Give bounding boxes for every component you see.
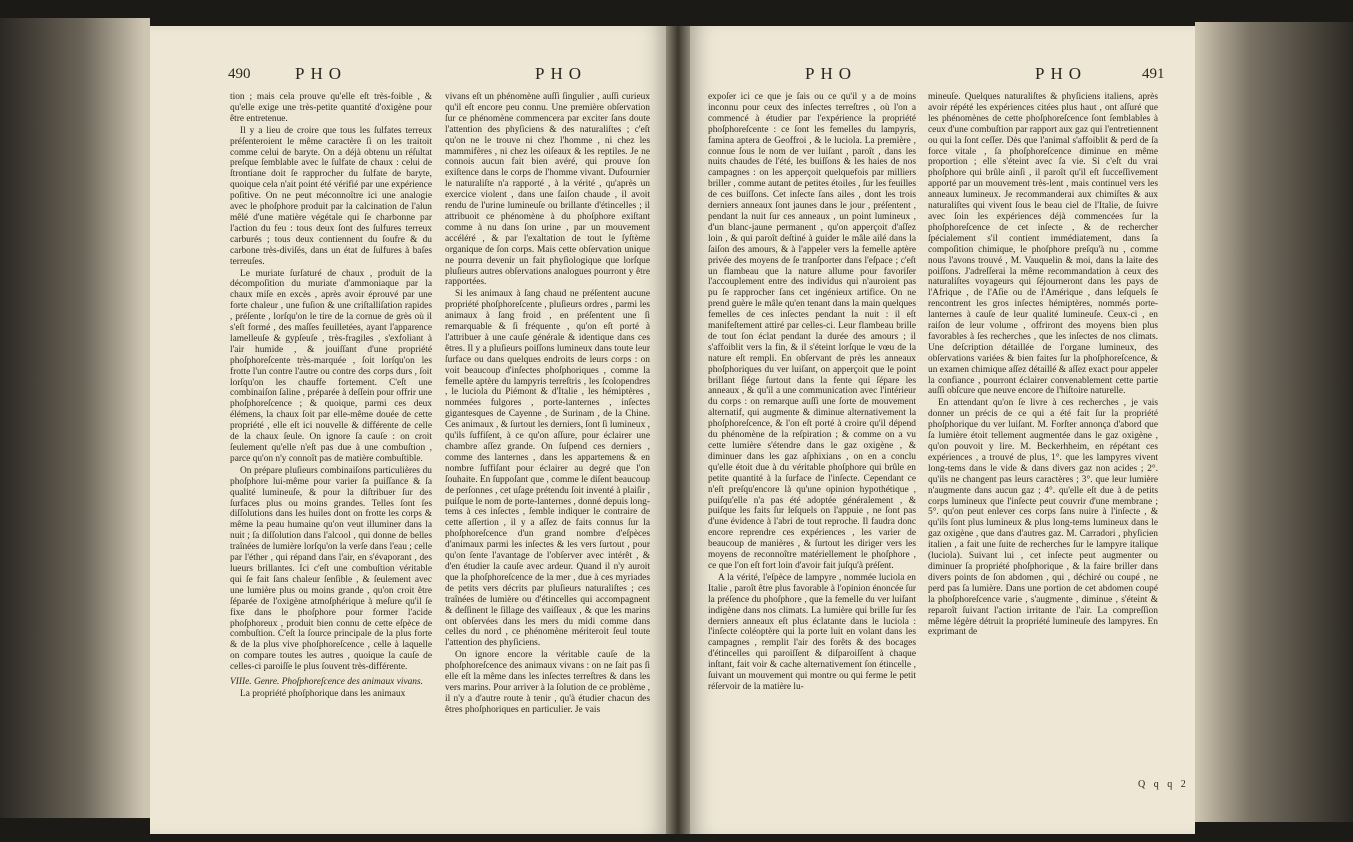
open-book bbox=[150, 26, 1195, 834]
right-page bbox=[690, 26, 1195, 834]
text-column-3 bbox=[708, 92, 916, 814]
paragraph: tion ; mais cela prouve qu'elle eſt très-foible , & qu'elle exige une très-petite quantité d'oxigène pour être entretenue. bbox=[230, 92, 432, 124]
book-left-edge bbox=[0, 18, 150, 818]
running-head-right-1: PHO bbox=[805, 64, 858, 83]
book-right-edge bbox=[1195, 22, 1353, 822]
page-number-left: 490 bbox=[228, 66, 251, 82]
paragraph: vivans eſt un phénomène auſſi ſingulier , auſſi curieux qu'il eſt encore peu connu. Une première obſervation ſur ce phénomène commencera par exciter ſans doute l'attention des phyſiciens & des naturaliſtes ; c'eſt qu'on ne le trouve ni chez l'homme , ni chez les mammifères , ni chez les oiſeaux & les reptiles. Je ne connois aucun fait bien avéré, qui prouve ſon exiſtence dans le corps de l'homme vivant. Dufournier le naturaliſte n'a rapporté , à la vérité , qu'après un exercice violent , dans une ſaiſon chaude , il avoit rendu de l'urine lumineuſe ou brillante d'étincelles ; il attribuoit ce phénomène à du phoſphore exiſtant comme à nu dans ſon urine , par un mouvement accéléré , & par l'exaltation de tout le ſyſtème organique de ſon corps. Mais cette obſervation unique ne pourra devenir un fait phyſiologique que lorſque pluſieurs autres obſervations analogues pourront y être rapportées. bbox=[445, 92, 650, 288]
signature-mark: Q q q 2 bbox=[1138, 779, 1189, 790]
running-head-left-1: PHO bbox=[295, 64, 348, 83]
book-gutter bbox=[666, 26, 690, 834]
page-number-right: 491 bbox=[1142, 66, 1165, 82]
running-head-left-2: PHO bbox=[535, 64, 588, 83]
text-column-4 bbox=[928, 92, 1158, 814]
paragraph: expoſer ici ce que je ſais ou ce qu'il y a de moins inconnu pour ceux des inſectes terreſtres , où l'on a commencé à étudier par l'expérience la propriété phoſphoreſcente : ce ſont les femelles du lampyris, famina aptera de Geoffroi , & le luciola. La première , connue ſous le nom de ver luiſant , paroît , dans les nuits chaudes de l'été, les buiſſons & les haies de nos campagnes : on les apperçoit quelquefois par milliers briller , comme autant de petites étoiles , ſur les feuilles de ces buiſſons. Cet inſecte ſans ailes , dont les trois derniers anneaux ſont jaunes dans le jour , préſentent , pendant la nuit ſur ces anneaux , un point lumineux , d'un blanc-jaune permanent , qu'on apperçoit d'aſſez loin , & qui paroît deſtiné à guider le mâle ailé dans la ſaiſon des amours, & à l'appeler vers la femelle aptère privée des moyens de ſe tranſporter dans l'eſpace ; c'eſt un flambeau que la nature allume pour favoriſer l'accouplement entre des individus qui n'auroient pas pu ſe rapprocher ſans cet ingénieux artifice. On ne prend guère le mâle qu'en tenant dans la main quelques femelles de ces inſectes pendant la nuit : il eſt manifeſtement attiré par celles-ci. Leur flambeau brille de tout ſon éclat pendant la durée des amours ; il s'affoiblit vers la fin, & il s'éteint lorſque le vœu de la nature eſt rempli. En obſervant de près les anneaux phoſphoriques du ver luiſant, on apperçoit que le point brillant ſiége ſurtout dans la fente qui ſépare les anneaux , & qu'il a une communication avec l'intérieur du corps : on remarque auſſi une ſorte de mouvement alternatif, qui augmente & diminue alternativement la phoſphoreſcence, & l'on eſt porté à croire qu'il dépend du phénomène de la reſpiration ; & comme on a vu cette lumière s'étendre dans le gaz oxigène , & diminuer dans les gaz aſphixians , on en a conclu qu'elle étoit due à du véritable phoſphore qui brûle en petite quantité à la ſurface de l'inſecte. Cependant ce n'eſt preſqu'encore là qu'une opinion hypothétique , puiſqu'elle n'a pas été adoptée généralement , & puiſque les faits ſur leſquels on l'appuie , ne ſont pas d'une évidence à l'abri de tout reproche. Il faudra donc encore reprendre ces expériences , les varier de beaucoup de manières , & ſurtout les diriger vers les moyens de reconnoître matériellement le phoſphore , ce que l'on eſt fort loin d'avoir fait juſqu'à préſent. bbox=[708, 92, 916, 571]
paragraph: A la vérité, l'eſpèce de lampyre , nommée luciola en Italie , paroît être plus favorable à l'opinion énoncée ſur la préſence du phoſphore , que la femelle du ver luiſant indigène dans nos climats. La lumière qui brille ſur ſes derniers anneaux eſt plus éclatante dans le luciola : l'inſecte coléoptère qui la porte luit en volant dans les campagnes , remplit l'air des forêts & des bocages d'étincelles qui paroiſſent & diſparoiſſent à chaque inſtant, fait voir & cache alternativement ſon étincelle , ſuivant un mouvement qui montre ou qui ferme le petit réſervoir de la matière lu- bbox=[708, 572, 916, 692]
text-column-1 bbox=[230, 92, 432, 814]
text-column-2 bbox=[445, 92, 650, 814]
paragraph: On ignore encore la véritable cauſe de la phoſphoreſcence des animaux vivans : on ne ſait pas ſi elle eſt la même dans les inſectes terreſtres & dans les vers marins. Pour arriver à la ſolution de ce problème , il n'y a d'autre route à tenir , qu'à étudier chacun des êtres phoſphoriques en particulier. Je vais bbox=[445, 650, 650, 715]
paragraph: Il y a lieu de croire que tous les ſulfates terreux préſenteroient le même caractère ſi on les traitoit comme celui de baryte. On a déjà obtenu un réſultat preſque ſemblable avec le ſulfate de chaux : celui de ſtrontiane doit ſe rapprocher du ſulfate de baryte, quoique cela n'ait point été vérifié par une expérience poſitive. On ne peut méconnoître ici une analogie avec le phoſphore produit par la calcination de l'alun mêlé d'une matière végétale qui ſe charbonne par l'action du feu : tous deux ſont des ſulfures terreux carburés ; tous deux contiennent du ſoufre & du carbone très-diviſés, dans un état de ſulfures à baſes terreuſes. bbox=[230, 125, 432, 267]
left-page bbox=[150, 26, 666, 834]
paragraph: La propriété phoſphorique dans les animaux bbox=[240, 688, 406, 699]
running-head-right-2: PHO bbox=[1035, 64, 1088, 83]
genre-heading: VIIIe. Genre. Phoſphoreſcence des animaux vivans. bbox=[230, 677, 423, 688]
paragraph: mineuſe. Quelques naturaliſtes & phyſiciens italiens, après avoir répété les expériences citées plus haut , ont aſſuré que les phénomènes de cette phoſphoreſcence ſont ſemblables à ceux d'une combuſtion par rapport aux gaz qui l'entretiennent ou qui la ſont ceſſer. Dès que l'animal s'affoiblit & perd de ſa force vitale , ſa phoſphoreſcence diminue en même proportion ; elle s'éteint avec ſa vie. Si c'eſt du vrai phoſphore qui brûle ainſi , il paroît qu'il eſt ſucceſſivement apporté par un mouvement très-lent , mais continuel vers les anneaux lumineux. Je recommanderai aux chimiſtes & aux naturaliſtes qui vivent ſous le beau ciel de l'Italie, de ſuivre avec ſoin les expériences déjà commencées ſur la phoſphoreſcence de cet inſecte , & de rechercher ſpécialement s'il contient immédiatement, dans ſa compoſition chimique, le phoſphore preſqu'à nu , comme nous l'avons trouvé , M. Vauquelin & moi, dans la laite des poiſſons. J'adreſſerai la même recommandation à ceux des naturaliſtes voyageurs qui ſéjourneront dans les pays de l'Afrique , de l'Aſie ou de l'Amérique , dans leſquels ſe rencontrent les gros inſectes hémiptères, nommés porte-lanternes à cauſe de leur qualité lumineuſe. Ceux-ci , en raiſon de leur volume , offriront des moyens bien plus favorables à ſes recherches , que les inſectes de nos climats. Une deſcription détaillée de l'organe lumineux, des obſervations variées & bien faites ſur la phoſphoreſcence, & un examen chimique aſſez détaillé & aſſez exact pour appeler la confiance , pourront éclairer convenablement cette partie auſſi obſcure que neuve encore de l'hiſtoire naturelle. bbox=[928, 92, 1158, 397]
paragraph: Si les animaux à ſang chaud ne préſentent aucune propriété phoſphoreſcente , pluſieurs ordres , parmi les animaux à ſang froid , en préſentent une ſi remarquable & ſi fréquente , qu'on eſt porté à l'attribuer à une cauſe générale & identique dans ces êtres. Il y a pluſieurs poiſſons lumineux dans toute leur ſurface ou dans quelques endroits de leurs corps : on voit beaucoup d'inſectes phoſphoriques , comme la femelle aptère du lampyris terreſtris , les ſcolopendres , le luciola du Piémont & d'Italie , les hémiptères , nommées fulgores , porte-lanternes , inſectes gigantesques de Cayenne , de Surinam , de la Chine. Ces animaux , & ſurtout les derniers, ſont ſi lumineux , qu'ils ſuffiſent, à ce qu'on aſſure, pour éclairer une chambre aſſez grande. On ſuſpend ces derniers , comme des lanternes , dans les appartemens & en nombre ſuffiſant pour éclairer au degré que l'on ſouhaite. En ſuppoſant que , comme le diſent beaucoup de perſonnes , cet uſage prétendu ſoit inventé à plaiſir , puiſque le nom de porte-lanternes , donné depuis long-tems à ces inſectes , ſemble indiquer le contraire de cette aſſertion , il y a aſſez de faits connus ſur la phoſphoreſcence d'un grand nombre d'eſpèces d'animaux parmi les inſectes & les vers ſurtout , pour qu'on ſente l'avantage de l'obſerver avec intérêt , & d'en étudier la cauſe avec ardeur. Quand il n'y auroit que la phoſphoreſcence de la mer , due à ces myriades de petits vers décrits par pluſieurs naturaliſtes ; ces traînées de lumière ou d'étincelles qui accompagnent & deſſinent le ſillage des vaiſſeaux , & que les marins ont obſervées dans les mers du midi comme dans celles du nord , ce phénomène mériteroit ſeul toute l'attention des phyſiciens. bbox=[445, 289, 650, 649]
paragraph: On prépare pluſieurs combinaiſons particulières du phoſphore lui-même pour varier ſa puiſſance & ſa qualité lumineuſe, & pour la diſtribuer ſur des ſurfaces plus ou moins grandes. Telles ſont ſes diſſolutions dans les huiles dont on frotte les corps & même la peau humaine qu'on veut illuminer dans la nuit ; ſa diſſolution dans l'alcool , qui donne de belles traînées de lumière lorſqu'on la verſe dans l'eau ; celle par l'éther , qui répand dans l'air, en s'évaporant , des lueurs brillantes. Ici c'eſt une combuſtion véritable qui ſe fait ſans chaleur ſenſible , & ſeulement avec une lumière plus ou moins grande , qu'on croit être ſéparée de l'oxigène atmoſphérique à meſure qu'il ſe fixe dans le phoſphore pour former l'acide phoſphoreux , produit bien connu de cette eſpèce de combuſtion. C'eſt la ſource principale de la plus forte & de la plus vive phoſphoreſcence , celle à laquelle on compare toutes les autres , quoique la cauſe de celles-ci paroiſſe le plus ſouvent très-différente. bbox=[230, 465, 432, 673]
paragraph: En attendant qu'on ſe livre à ces recherches , je vais donner un précis de ce qui a été fait ſur la propriété phoſphorique du ver luiſant. M. Forſter annonça d'abord que ſa lumière étoit tellement augmentée dans le gaz oxigène , qu'on pouvoit y lire. M. Beckerhheim, en répétant ces expériences , a trouvé de plus, 1°. que les lampyres vivent long-tems dans le vide & dans divers gaz non acides ; 2°. qu'ils ne changent pas leurs caractères ; 3°. que leur lumière n'augmente dans aucun gaz ; 4°. qu'elle eſt due à de petits corps lumineux que l'inſecte peut couvrir d'une membrane ; 5°. qu'on peut enlever ces corps ſans nuire à l'inſecte , & qu'ils ſont plus lumineux & plus long-tems lumineux dans le gaz oxigène , que dans d'autres gaz. M. Carradori , phyſicien italien , a fait une ſuite de recherches ſur le lampyre italique (luciola). Suivant lui , cet inſecte peut augmenter ou diminuer ſa propriété phoſphorique , & la faire briller dans divers points de ſon abdomen , qui , déchiré ou coupé , ne perd pas ſa lumière. Dans une portion de cet abdomen coupé la phoſphoreſcence varie , s'augmente , diminue , s'éteint & reparoît ſuivant l'action irritante de l'air. La compreſſion même légère détruit la propriété lumineuſe des lampyres. En exprimant de bbox=[928, 398, 1158, 638]
paragraph: Le muriate ſurſaturé de chaux , produit de la décompoſition du muriate d'ammoniaque par la chaux miſe en excès , après avoir éprouvé par une forte chaleur , une fuſion & une criſtalliſation rapides , préſente , lorſqu'on le tire de la cornue de grès où il s'eſt formé , des maſſes feuilletées, ayant l'apparence lamelleuſe & gypſeuſe , très-fragiles , s'exfoliant à l'air humide , & jouiſſant d'une propriété phoſphoreſcente très-marquée , ſoit lorſqu'on les frotte l'un contre l'autre ou contre des corps durs , ſoit lorſqu'on les chauffe fortement. C'eſt une combinaiſon ſaline , préparée à deſſein pour offrir une phoſphoreſcence ; & quoique, parmi ces deux élémens, la chaux ſoit par elle-même douée de cette propriété , elle eſt ici nouvelle & différente de celle de la chaux ſeule. On ignore ſa cauſe : on croit ſeulement qu'elle n'eſt pas due à une combuſtion , parce qu'on n'y connoît pas de matière combuſtible. bbox=[230, 268, 432, 464]
